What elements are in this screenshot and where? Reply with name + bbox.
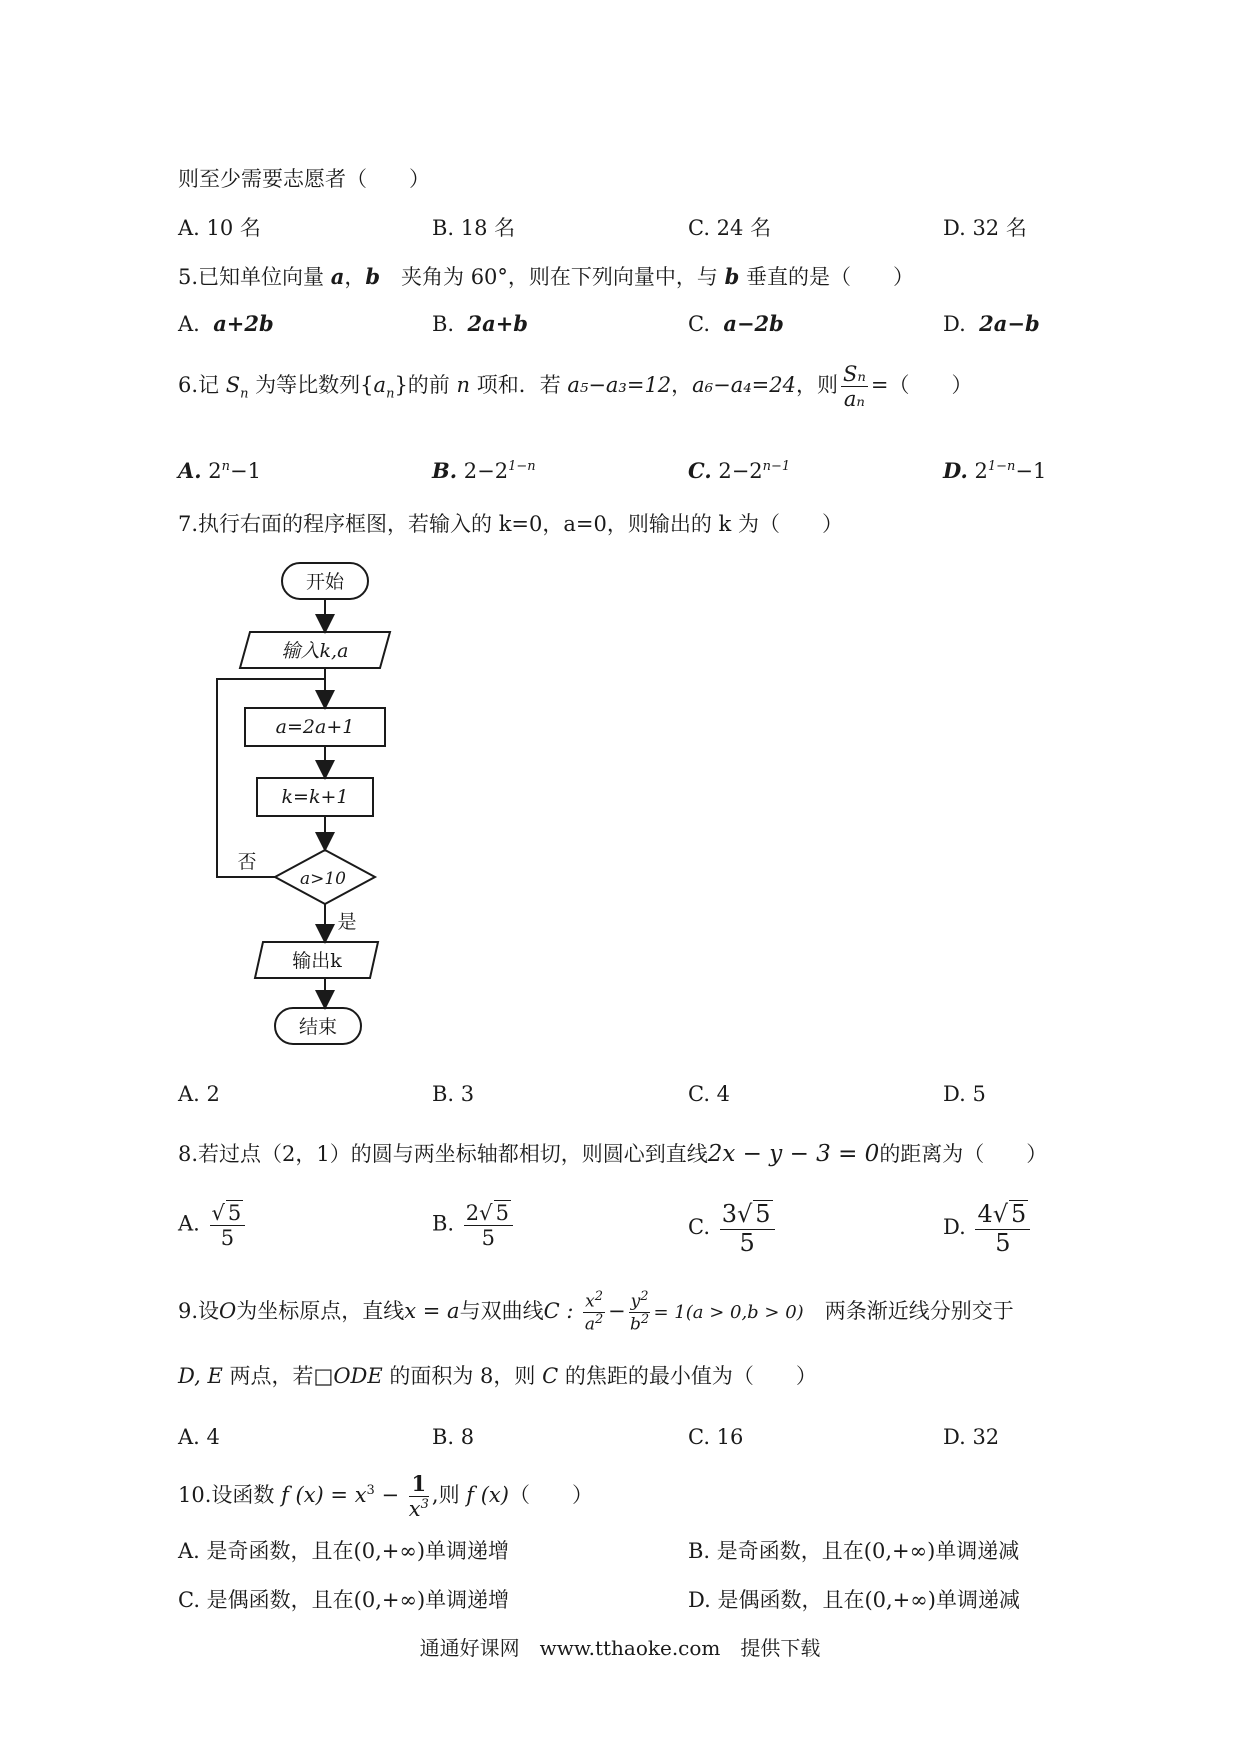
q10-option-b: B. 是奇函数，且在(0,+∞)单调递减 bbox=[688, 1539, 1020, 1563]
q9-option-b: B. 8 bbox=[432, 1425, 475, 1449]
q6-option-b: B. $2-2^{1-n}$ bbox=[432, 458, 536, 483]
q9-line2: D, E 两点，若□ODE 的面积为 8，则 C 的焦距的最小值为（ ） bbox=[178, 1364, 817, 1388]
flow-condition-text: a>10 bbox=[299, 869, 347, 889]
q6-option-a: A. $2^n-1$ bbox=[178, 458, 262, 483]
q4-option-b: B. 18 名 bbox=[432, 216, 516, 240]
q7-option-b: B. 3 bbox=[432, 1082, 475, 1106]
q6-option-c: C. $2-2^{n-1}$ bbox=[688, 458, 791, 483]
q9-option-a: A. 4 bbox=[178, 1425, 220, 1449]
q8-option-d: D. $\frac{4√ 5}{5}$ bbox=[943, 1200, 1033, 1257]
q8-option-a: A. $\frac{√ 5}{5}$ bbox=[178, 1200, 248, 1250]
q6-fraction: $\frac{\text{Sₙ}}{\text{aₙ}}$ bbox=[842, 362, 866, 412]
flow-start-text: 开始 bbox=[305, 571, 345, 593]
q8-option-b: B. $\frac{2√ 5}{5}$ bbox=[432, 1200, 516, 1250]
q9-line1: 9.设O为坐标原点，直线x = a与双曲线C : $\frac{x^2}{a^2}$ − $\frac{y^2}{b^2}$ = 1(a > 0,b > 0) 两条渐近线分别交于 bbox=[178, 1289, 1014, 1335]
q4-stem: 则至少需要志愿者（ ） bbox=[178, 167, 430, 191]
q10-option-a: A. 是奇函数，且在(0,+∞)单调递增 bbox=[178, 1539, 510, 1563]
q4-option-c: C. 24 名 bbox=[688, 216, 772, 240]
q9-option-c: C. 16 bbox=[688, 1425, 744, 1449]
q10-stem: 10.设函数 f $(x) = x^3$ − $\frac{1}{x^3}$ ,则 f (x)（ ） bbox=[178, 1471, 593, 1522]
q5-option-d: D. 2a−b bbox=[943, 311, 1040, 336]
flow-assign-k-text: k=k+1 bbox=[281, 786, 349, 808]
q6-stem: 6.记 $S_n$ 为等比数列$\{a_n\}$的前 n 项和．若 a₅−a₃=12，a₆−a₄=24，则 $\frac{\text{Sₙ}}{\text{aₙ}}$ =（ ） bbox=[178, 362, 973, 412]
q5-stem: 5.已知单位向量 a，b 夹角为 60°，则在下列向量中，与 b 垂直的是（ ） bbox=[178, 264, 914, 289]
q9-option-d: D. 32 bbox=[943, 1425, 1000, 1449]
q8-stem: 8.若过点（2，1）的圆与两坐标轴都相切，则圆心到直线2x − y − 3 = 0的距离为（ ） bbox=[178, 1141, 1048, 1167]
flow-end-text: 结束 bbox=[298, 1016, 338, 1038]
flow-yes-label: 是 bbox=[337, 911, 357, 933]
q7-option-d: D. 5 bbox=[943, 1082, 986, 1106]
q5-option-b: B. 2a+b bbox=[432, 311, 528, 336]
q5-option-c: C. a−2b bbox=[688, 311, 784, 336]
flowchart bbox=[195, 555, 425, 1055]
footer-source: 通通好课网 www.tthaoke.com 提供下载 bbox=[419, 1636, 821, 1660]
q7-option-a: A. 2 bbox=[178, 1082, 220, 1106]
flow-output-text: 输出k bbox=[292, 950, 342, 972]
q4-option-a: A. 10 名 bbox=[178, 216, 261, 240]
flow-assign-a-text: a=2a+1 bbox=[275, 716, 355, 738]
q6-option-d: D. $2^{1-n}-1$ bbox=[943, 458, 1047, 483]
q8-option-c: C. $\frac{3√ 5}{5}$ bbox=[688, 1200, 778, 1257]
q5-option-a: A. a+2b bbox=[178, 311, 274, 336]
flow-input-text: 输入k,a bbox=[281, 640, 349, 662]
q10-option-d: D. 是偶函数，且在(0,+∞)单调递减 bbox=[688, 1588, 1020, 1612]
q10-option-c: C. 是偶函数，且在(0,+∞)单调递增 bbox=[178, 1588, 510, 1612]
q7-option-c: C. 4 bbox=[688, 1082, 731, 1106]
q4-option-d: D. 32 名 bbox=[943, 216, 1027, 240]
q7-stem: 7.执行右面的程序框图，若输入的 k=0，a=0，则输出的 k 为（ ） bbox=[178, 512, 843, 536]
flow-no-label: 否 bbox=[237, 851, 257, 873]
